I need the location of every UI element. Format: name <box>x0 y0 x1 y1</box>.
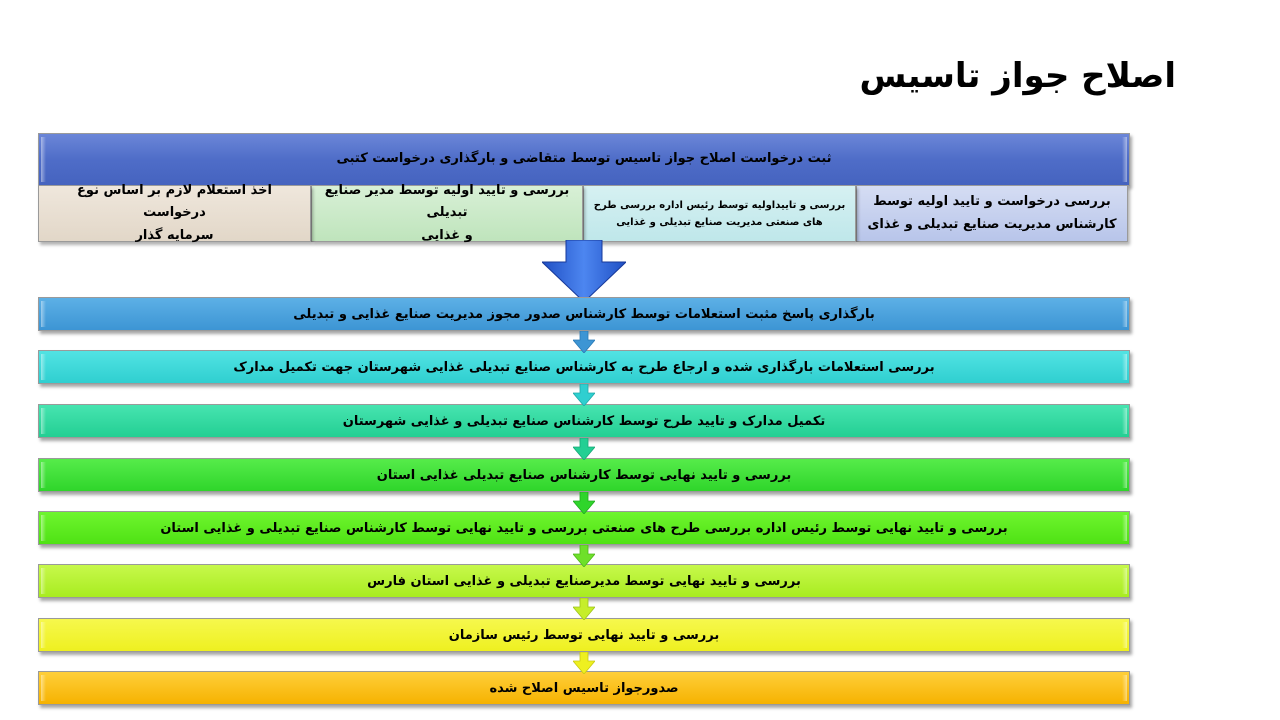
flow-step-6 <box>38 564 1130 598</box>
flow-step-5 <box>38 511 1130 545</box>
submit-request-label: ثبت درخواست اصلاح جواز تاسیس توسط متقاضی و بارگذاری درخواست کتبی <box>336 151 832 166</box>
flow-step-label: صدورجواز تاسیس اصلاح شده <box>489 680 679 696</box>
sub-box-line: اخذ استعلام لازم بر اساس نوع درخواست <box>77 183 272 221</box>
sub-box-expert-review <box>856 185 1128 242</box>
down-arrow-icon <box>573 652 595 674</box>
sub-box-line: بررسی و تایید اولیه توسط مدیر صنایع تبدیلی <box>324 183 570 221</box>
flow-step-label: بررسی و تایید نهایی توسط رئیس سازمان <box>448 627 720 643</box>
down-arrow-icon <box>573 598 595 620</box>
sub-box-line: و غذایی <box>421 227 473 243</box>
sub-box-head-review <box>583 185 856 242</box>
flow-step-label: بررسی استعلامات بارگذاری شده و ارجاع طرح به کارشناس صنایع تبدیلی غذایی شهرستان جهت تکمیل مدارک <box>233 359 935 375</box>
down-arrow-icon <box>573 331 595 353</box>
flow-step-4 <box>38 458 1130 492</box>
flow-step-label: بررسی و تایید نهایی توسط رئیس اداره بررسی طرح های صنعتی بررسی و تایید نهایی توسط کارشناس صنایع تبدیلی و غذایی استان <box>160 520 1008 536</box>
flow-step-3 <box>38 404 1130 438</box>
flow-step-label: بررسی و تایید نهایی توسط کارشناس صنایع تبدیلی غذایی استان <box>376 467 792 483</box>
flow-step-label: بارگذاری پاسخ مثبت استعلامات توسط کارشناس صدور مجوز مدیریت صنایع غذایی و تبدیلی <box>293 306 875 322</box>
flow-step-8 <box>38 671 1130 705</box>
sub-box-line: بررسی درخواست و تایید اولیه توسط <box>873 194 1111 210</box>
down-arrow-icon <box>573 492 595 514</box>
down-arrow-icon <box>573 545 595 567</box>
sub-box-line: های صنعتی مدیریت صنایع تبدیلی و غذایی <box>616 216 823 228</box>
page-title: اصلاح جواز تاسیس <box>859 56 1176 96</box>
sub-box-inquiry <box>38 185 311 242</box>
sub-box-manager-review <box>311 185 583 242</box>
flow-step-7 <box>38 618 1130 652</box>
flow-step-label: تکمیل مدارک و تایید طرح توسط کارشناس صنایع تبدیلی و غذایی شهرستان <box>342 413 826 429</box>
down-arrow-icon <box>542 240 626 302</box>
sub-box-line: کارشناس مدیریت صنایع تبدیلی و غذای <box>867 216 1117 232</box>
down-arrow-icon <box>573 384 595 406</box>
flow-step-1 <box>38 297 1130 331</box>
sub-box-line: بررسی و تاییداولیه توسط رئیس اداره بررسی طرح <box>593 199 846 211</box>
submit-request-box <box>38 133 1130 186</box>
down-arrow-icon <box>573 438 595 460</box>
flow-step-2 <box>38 350 1130 384</box>
flow-step-label: بررسی و تایید نهایی توسط مدیرصنایع تبدیلی و غذایی استان فارس <box>367 573 801 589</box>
sub-box-line: سرمایه گذار <box>135 227 214 243</box>
